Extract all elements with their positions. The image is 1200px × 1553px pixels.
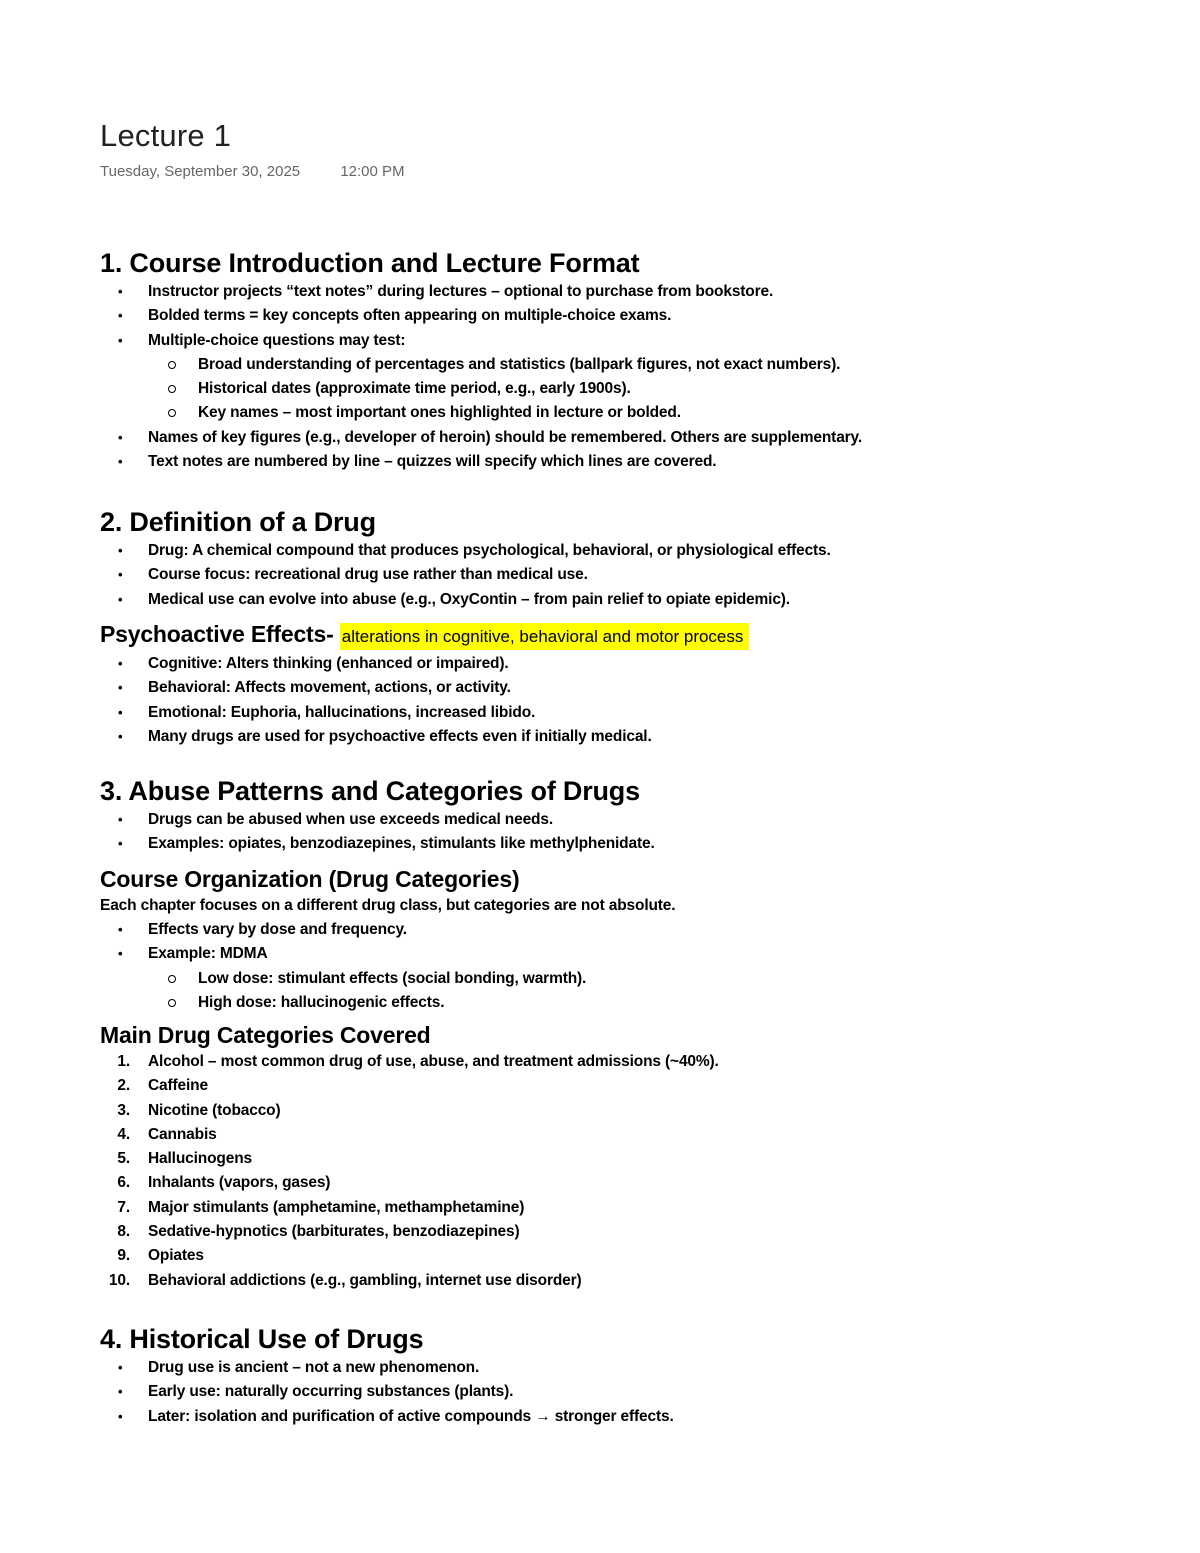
bullet-list [100,808,1100,857]
section-heading: 3. Abuse Patterns and Categories of Drugs [100,776,640,806]
category-item [100,1244,1100,1268]
item-number: 7. [117,1198,130,1216]
item-number: 5. [117,1150,130,1168]
category-item [100,1099,1100,1123]
item-text: Cannabis [148,1125,217,1143]
circle-bullet-icon [168,409,176,417]
psychoactive-block [100,619,1100,749]
bullet-icon: • [118,454,123,470]
bullet-list [100,539,1100,612]
bullet-icon: • [118,1360,123,1375]
item-number: 4. [117,1125,130,1143]
item-text: Nicotine (tobacco) [148,1101,281,1119]
item-number: 6. [117,1174,130,1192]
list-item: • Early use: naturally occurring substances (plants). [100,1380,1100,1404]
item-text: Major stimulants (amphetamine, methamphetamine) [148,1198,525,1216]
category-item [100,1123,1100,1147]
bullet-list [100,1356,1100,1429]
note-date: Tuesday, September 30, 2025 [100,163,301,180]
bullet-icon: • [118,567,123,583]
item-number: 3. [117,1101,130,1119]
paragraph: Each chapter focuses on a different drug class, but categories are not absolute. [100,897,676,914]
category-item [100,1220,1100,1244]
bullet-icon: • [118,728,123,744]
section-1 [100,246,1100,474]
list-item: • Example: MDMA [100,942,1100,966]
list-item: • Effects vary by dose and frequency. [100,918,1100,942]
list-item: • Cognitive: Alters thinking (enhanced or impaired). [100,652,1100,676]
item-number: 10. [108,1271,130,1289]
list-item: • Multiple-choice questions may test: [100,329,1100,353]
course-organization [100,864,1100,1015]
bullet-icon: • [118,429,123,445]
list-item: • Drug: A chemical compound that produces psychological, behavioral, or physiological effects. [100,539,1100,563]
section-3 [100,774,1100,857]
circle-bullet-icon [168,385,176,393]
section-heading: 2. Definition of a Drug [100,507,376,537]
bullet-icon: • [118,946,123,962]
list-item: • Behavioral: Affects movement, actions, or activity. [100,676,1100,700]
item-text: Hallucinogens [148,1150,252,1168]
bullet-list [100,918,1100,1015]
list-item: • Many drugs are used for psychoactive effects even if initially medical. [100,725,1100,749]
bullet-icon: • [118,308,123,324]
note-page [100,114,1100,183]
circle-bullet-icon [168,361,176,369]
item-number: 2. [117,1077,130,1095]
list-item: • Instructor projects “text notes” during lectures – optional to purchase from bookstore. [100,280,1100,304]
note-meta [100,161,1100,183]
bullet-icon: • [118,836,123,852]
list-item: High dose: hallucinogenic effects. [100,991,1100,1015]
category-item [100,1074,1100,1098]
bullet-list [100,280,1100,474]
section-4 [100,1322,1100,1429]
list-item: • Emotional: Euphoria, hallucinations, increased libido. [100,701,1100,725]
section-heading: 4. Historical Use of Drugs [100,1324,424,1354]
list-item: • Names of key figures (e.g., developer of heroin) should be remembered. Others are supplementary. [100,426,1100,450]
item-number: 8. [117,1223,130,1241]
list-item: • Medical use can evolve into abuse (e.g., OxyContin – from pain relief to opiate epidemic). [100,588,1100,612]
list-item: • Later: isolation and purification of active compounds → stronger effects. [100,1405,1100,1429]
bullet-icon: • [118,704,123,720]
circle-bullet-icon [168,999,176,1007]
bullet-icon: • [118,543,123,558]
bullet-icon: • [118,656,123,671]
highlighted-text: alterations in cognitive, behavioral and motor process [340,623,750,650]
list-item: • Bolded terms = key concepts often appearing on multiple-choice exams. [100,304,1100,328]
list-item: Historical dates (approximate time period, e.g., early 1900s). [100,377,1100,401]
category-item [100,1171,1100,1195]
bullet-icon: • [118,1408,123,1424]
bullet-icon: • [118,591,123,607]
section-2 [100,505,1100,612]
item-text: Alcohol – most common drug of use, abuse, and treatment admissions (~40%). [148,1053,719,1070]
bullet-icon: • [118,332,123,348]
item-number: 9. [117,1247,130,1265]
item-number: 1. [117,1053,130,1070]
bullet-icon: • [118,922,123,937]
item-text: Opiates [148,1247,204,1265]
subsection-heading: Main Drug Categories Covered [100,1022,431,1048]
item-text: Inhalants (vapors, gases) [148,1174,331,1192]
list-item: Low dose: stimulant effects (social bonding, warmth). [100,967,1100,991]
main-categories [100,1020,1100,1293]
bullet-list [100,652,1100,749]
item-text: Sedative-hypnotics (barbiturates, benzodiazepines) [148,1223,520,1241]
circle-bullet-icon [168,975,176,983]
list-item: • Examples: opiates, benzodiazepines, stimulants like methylphenidate. [100,832,1100,856]
list-item: Broad understanding of percentages and statistics (ballpark figures, not exact numbers). [100,353,1100,377]
list-item: • Text notes are numbered by line – quizzes will specify which lines are covered. [100,450,1100,474]
note-time: 12:00 PM [340,163,405,180]
subsection-heading: Course Organization (Drug Categories) [100,866,520,892]
numbered-list [100,1050,1100,1293]
section-heading: 1. Course Introduction and Lecture Format [100,248,640,278]
category-item [100,1269,1100,1293]
category-item [100,1147,1100,1171]
bullet-icon: • [118,1384,123,1400]
page-title: Lecture 1 [100,118,232,153]
item-text: Caffeine [148,1077,208,1095]
list-item: • Drug use is ancient – not a new phenomenon. [100,1356,1100,1380]
category-item [100,1196,1100,1220]
category-item [100,1050,1100,1074]
list-item: Key names – most important ones highlighted in lecture or bolded. [100,401,1100,425]
bullet-icon: • [118,284,123,299]
bullet-icon: • [118,680,123,696]
bullet-icon: • [118,812,123,827]
list-item: • Course focus: recreational drug use rather than medical use. [100,563,1100,587]
list-item: • Drugs can be abused when use exceeds medical needs. [100,808,1100,832]
subsection-heading: Psychoactive Effects- alterations in cognitive, behavioral and motor process [100,619,1100,652]
item-text: Behavioral addictions (e.g., gambling, internet use disorder) [148,1271,582,1289]
